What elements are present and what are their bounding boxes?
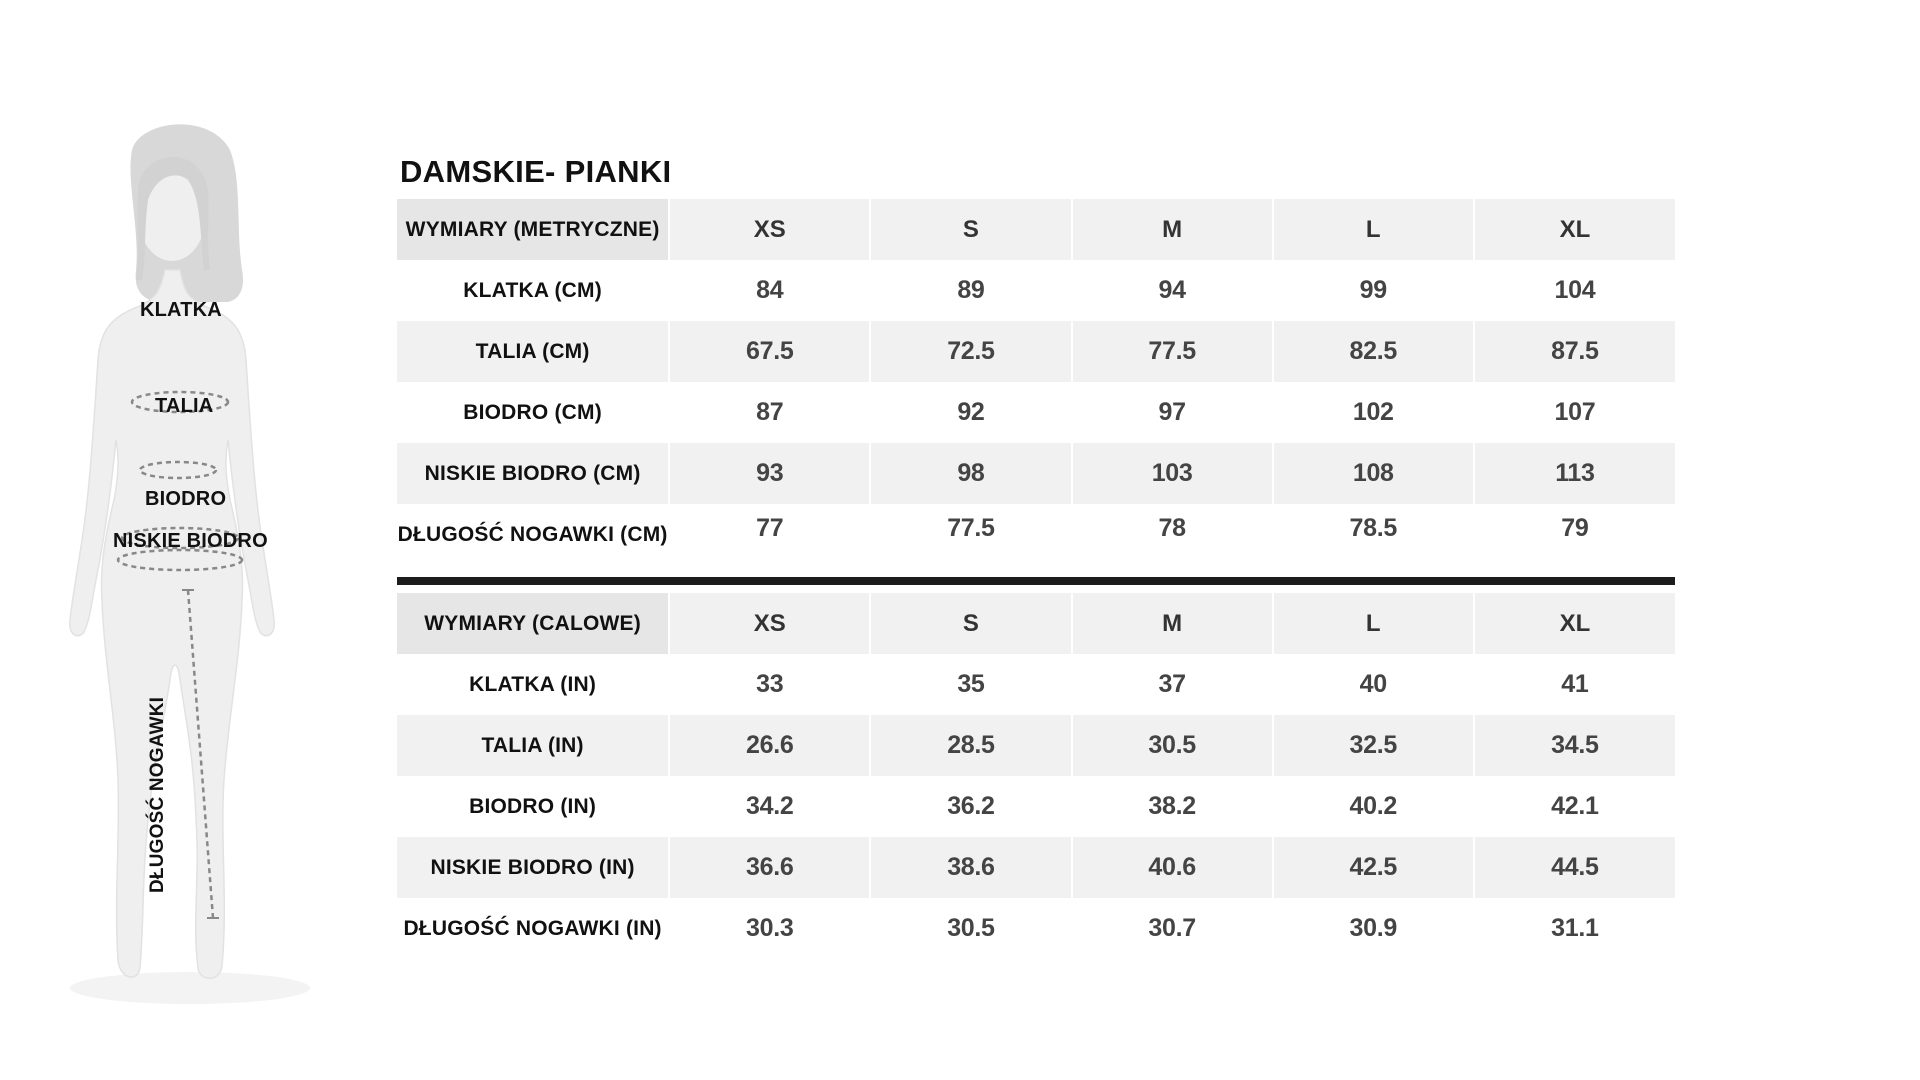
table-row	[397, 504, 1675, 565]
figure-label-chest: KLATKA	[140, 299, 222, 321]
table-cell: 87.5	[1474, 321, 1675, 382]
table-cell: 84	[669, 260, 870, 321]
table-header-row	[397, 593, 1675, 654]
figure-label-waist: TALIA	[155, 395, 214, 417]
table-cell: 36.6	[669, 837, 870, 898]
table-cell: 92	[870, 382, 1071, 443]
body-silhouette-illustration	[60, 120, 320, 1010]
size-header-l: L	[1273, 593, 1474, 654]
table-cell: 108	[1273, 443, 1474, 504]
page-title: DAMSKIE- PIANKI	[400, 154, 672, 189]
table-cell: 77	[669, 504, 870, 565]
figure-label-low-hip: NISKIE BIODRO	[113, 530, 268, 552]
table-cell: 42.1	[1474, 776, 1675, 837]
table-cell: 102	[1273, 382, 1474, 443]
table-cell: 113	[1474, 443, 1675, 504]
row-label: KLATKA (CM)	[463, 278, 602, 302]
table-cell: 30.5	[870, 898, 1071, 959]
row-label: TALIA (CM)	[397, 321, 669, 382]
table-cell: 34.5	[1474, 715, 1675, 776]
table-cell: 77.5	[870, 504, 1071, 565]
table-cell: 28.5	[870, 715, 1071, 776]
table-cell: 26.6	[669, 715, 870, 776]
table-cell: 40.2	[1273, 776, 1474, 837]
table-cell: 72.5	[870, 321, 1071, 382]
table-cell: 42.5	[1273, 837, 1474, 898]
table-cell: 93	[669, 443, 870, 504]
imperial-size-table	[397, 593, 1675, 959]
table-cell: 99	[1273, 260, 1474, 321]
table-cell: 41	[1474, 654, 1675, 715]
row-label: TALIA (IN)	[397, 715, 669, 776]
body-figure	[60, 120, 320, 1010]
figure-label-hip: BIODRO	[145, 488, 227, 510]
table-cell: 78	[1072, 504, 1273, 565]
table-row	[397, 443, 1675, 504]
table-cell: 67.5	[669, 321, 870, 382]
table-cell: 33	[669, 654, 870, 715]
section-divider	[397, 577, 1675, 585]
table-cell: 30.3	[669, 898, 870, 959]
metric-size-table	[397, 199, 1675, 565]
table-cell: 34.2	[669, 776, 870, 837]
size-header-m: M	[1072, 199, 1273, 260]
table-cell: 38.2	[1072, 776, 1273, 837]
table-row	[397, 898, 1675, 959]
table-cell: 40	[1273, 654, 1474, 715]
imperial-header-label: WYMIARY (CALOWE)	[397, 593, 669, 654]
table-row	[397, 654, 1675, 715]
table-cell: 87	[669, 382, 870, 443]
size-header-s: S	[870, 199, 1071, 260]
size-header-l: L	[1273, 199, 1474, 260]
table-cell: 30.5	[1072, 715, 1273, 776]
table-row	[397, 260, 1675, 321]
figure-label-inseam: DŁUGOŚĆ NOGAWKI	[147, 696, 168, 893]
size-header-m: M	[1072, 593, 1273, 654]
table-cell: 36.2	[870, 776, 1071, 837]
table-cell: 30.9	[1273, 898, 1474, 959]
table-cell: 78.5	[1273, 504, 1474, 565]
table-cell: 38.6	[870, 837, 1071, 898]
size-header-xl: XL	[1474, 199, 1675, 260]
table-cell: 40.6	[1072, 837, 1273, 898]
table-cell: 30.7	[1072, 898, 1273, 959]
table-cell: 94	[1072, 260, 1273, 321]
table-cell: 103	[1072, 443, 1273, 504]
table-header-row	[397, 199, 1675, 260]
table-cell: 107	[1474, 382, 1675, 443]
table-cell: 37	[1072, 654, 1273, 715]
row-label: NISKIE BIODRO (CM)	[397, 443, 669, 504]
size-header-xs: XS	[669, 199, 870, 260]
table-cell: 89	[870, 260, 1071, 321]
row-label: DŁUGOŚĆ NOGAWKI (IN)	[403, 916, 662, 940]
row-label: DŁUGOŚĆ NOGAWKI (CM)	[397, 522, 668, 546]
size-header-s: S	[870, 593, 1071, 654]
metric-header-label: WYMIARY (METRYCZNE)	[397, 199, 669, 260]
table-row	[397, 715, 1675, 776]
table-cell: 44.5	[1474, 837, 1675, 898]
table-cell: 97	[1072, 382, 1273, 443]
table-row	[397, 382, 1675, 443]
table-cell: 79	[1474, 504, 1675, 565]
table-cell: 32.5	[1273, 715, 1474, 776]
row-label: NISKIE BIODRO (IN)	[397, 837, 669, 898]
row-label: KLATKA (IN)	[469, 672, 597, 696]
table-row	[397, 321, 1675, 382]
table-cell: 35	[870, 654, 1071, 715]
table-cell: 31.1	[1474, 898, 1675, 959]
size-header-xs: XS	[669, 593, 870, 654]
table-cell: 77.5	[1072, 321, 1273, 382]
table-cell: 82.5	[1273, 321, 1474, 382]
table-row	[397, 837, 1675, 898]
size-header-xl: XL	[1474, 593, 1675, 654]
table-row	[397, 776, 1675, 837]
table-cell: 98	[870, 443, 1071, 504]
row-label: BIODRO (IN)	[469, 794, 597, 818]
row-label: BIODRO (CM)	[463, 400, 602, 424]
table-cell: 104	[1474, 260, 1675, 321]
